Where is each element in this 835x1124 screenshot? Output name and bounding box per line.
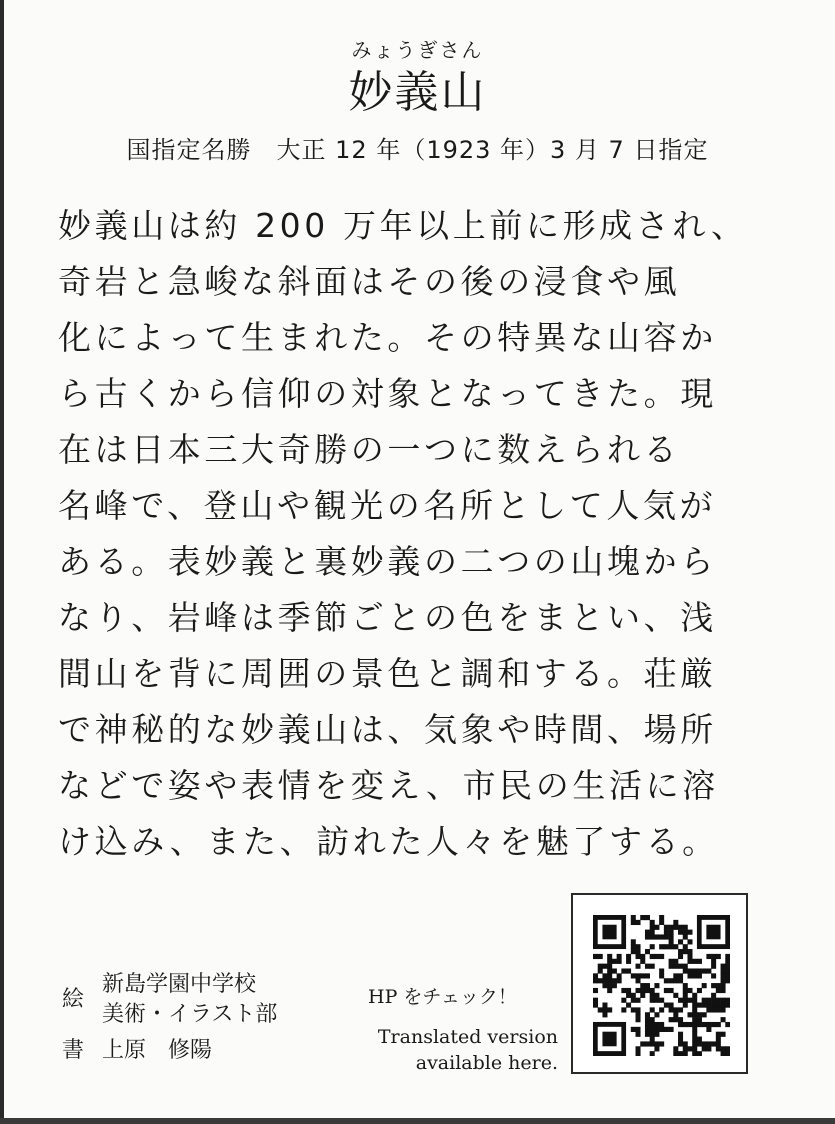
title-furigana: みょうぎさん [351,38,484,62]
page-title: 妙義山 [348,67,487,118]
calligraphy-role: 書 [62,1038,85,1063]
description-line: 間山を背に周囲の景色と調和する。荘厳 [58,654,717,693]
qr-code-icon[interactable] [593,915,730,1056]
description-line: 在は日本三大奇勝の一つに数えられる [58,430,681,469]
illustration-name-line1: 新島学園中学校 [102,972,257,997]
qr-code-frame[interactable] [571,893,748,1074]
illustration-credit [62,970,277,1030]
description-line: ら古くから信仰の対象となってきた。現 [58,374,717,413]
card-bottom-edge [0,1118,835,1124]
illustration-role: 絵 [62,987,85,1012]
translated-line1: Translated version [377,1026,558,1048]
description-line: なり、岩峰は季節ごとの色をまとい、浅 [58,598,717,637]
description-line: 名峰で、登山や観光の名所として人気が [58,486,717,525]
description-text [58,198,798,870]
translated-line2: available here. [415,1052,558,1074]
illustration-names [102,970,277,1030]
description-line: 妙義山は約 200 万年以上前に形成され、 [58,206,748,245]
calligraphy-name: 上原 修陽 [102,1038,213,1063]
illustration-name-line2: 美術・イラスト部 [102,1002,278,1027]
description-line: 化によって生まれた。その特異な山容か [58,318,717,357]
calligraphy-credit [62,1036,277,1066]
translated-note [362,1024,558,1076]
description-line: け込み、また、訪れた人々を魅了する。 [58,822,719,861]
card-left-edge [0,0,4,1124]
credits [62,970,277,1072]
designation-line: 国指定名勝 大正 12 年（1923 年）3 月 7 日指定 [126,136,709,164]
description-line: 奇岩と急峻な斜面はその後の浸食や風 [58,262,681,301]
description-line: ある。表妙義と裏妙義の二つの山塊から [58,542,717,581]
description-line: などで姿や表情を変え、市民の生活に溶 [58,766,719,805]
description-line: で神秘的な妙義山は、気象や時間、場所 [58,710,717,749]
hp-check-label: HP をチェック！ [368,986,517,1008]
